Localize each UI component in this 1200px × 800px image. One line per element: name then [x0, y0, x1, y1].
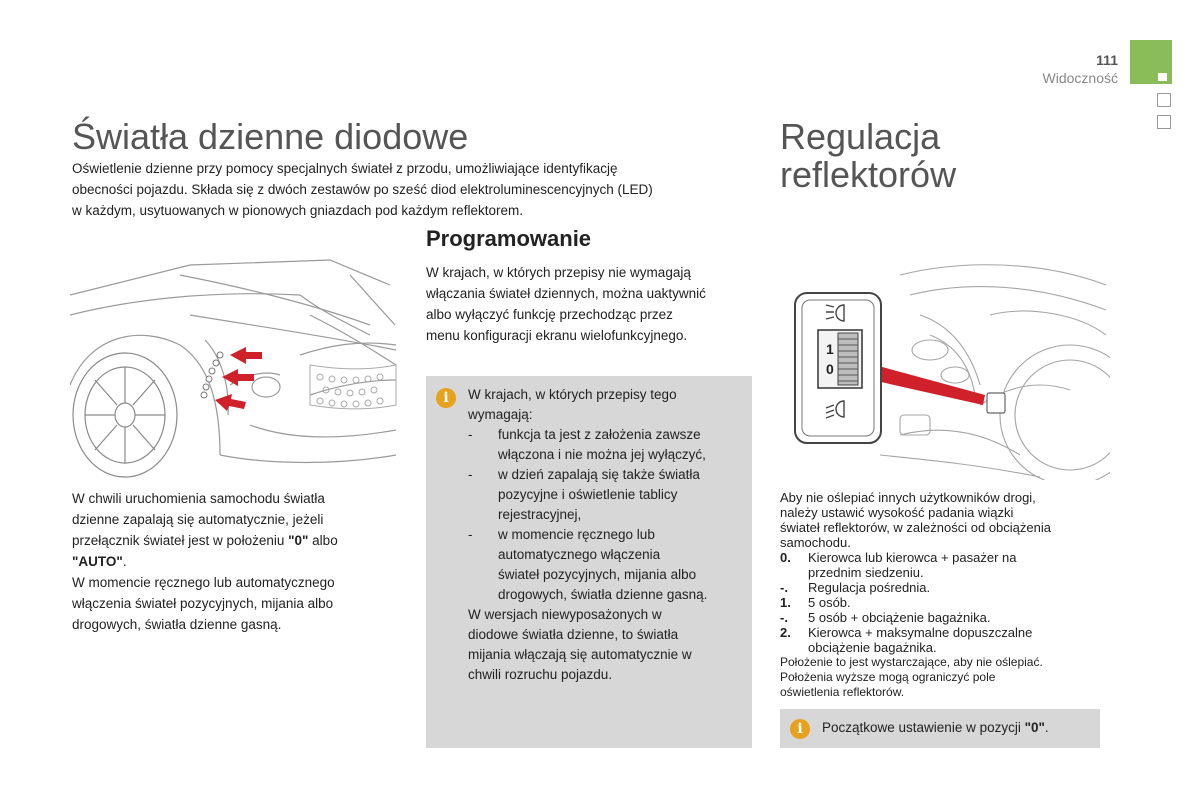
left-body-text: W chwili uruchomienia samochodu światła dzienne zapalają się automatycznie, jeżeli przełącznik świateł jest w położeniu "0" albo "AUTO". W momencie ręcznego lub automatycznego włączenia świateł pozycyjnych, mijania albo drogowych, światła dzienne gasną.: [72, 491, 338, 632]
car-front-illustration: [70, 255, 400, 480]
chapter-tab-active[interactable]: [1130, 40, 1172, 84]
dashboard-illustration: [780, 255, 1110, 480]
chapter-tab[interactable]: [1157, 115, 1171, 129]
list-item: - w dzień zapalają się także światła pozycyjne i oświetlenie tablicy rejestracyjnej,: [468, 467, 700, 522]
info-box: [426, 376, 752, 748]
note-text: Położenie to jest wystarczające, aby nie oślepiać. Położenia wyższe mogą ograniczyć pole oświetlenia reflektorów.: [780, 655, 1043, 699]
list-item: - w momencie ręcznego lub automatycznego włączenia świateł pozycyjnych, mijania albo drogowych, światła dzienne gasną.: [468, 527, 708, 602]
dashboard-drawing: [780, 255, 1110, 480]
info-icon: i: [790, 719, 810, 739]
list-item: -. 5 osób + obciążenie bagażnika.: [780, 610, 991, 625]
section-title-headlamp-adjustment: Regulacja reflektorów: [780, 116, 957, 195]
initial-setting-text: Początkowe ustawienie w pozycji "0".: [822, 720, 1049, 735]
list-item: - funkcja ta jest z założenia zawsze włączona i nie można jej wyłączyć,: [468, 427, 706, 462]
list-item: 2. Kierowca + maksymalne dopuszczalne obciążenie bagażnika.: [780, 625, 1033, 655]
info-box-text: W krajach, w których przepisy tego wymagają: - funkcja ta jest z założenia zawsze włączona i nie można jej wyłączyć, - w dzień zapalają się także światła pozycyjne i oświetlenie tablicy rejestracyjnej, - w momencie ręcznego lub automatycznego włączenia świateł pozycyjnych, mijania albo drogowych, światła dzienne gasną. W wersjach niewyposażonych w diodowe światła dzienne, to światła mijania włączają się automatycznie w chwili rozruchu pojazdu.: [468, 385, 748, 685]
list-item: 0. Kierowca lub kierowca + pasażer na przednim siedzeniu.: [780, 550, 1017, 580]
subsection-title-programming: Programowanie: [426, 226, 592, 251]
headlamp-switch-location: [987, 393, 1005, 413]
section-title-daytime-lights: Światła dzienne diodowe: [72, 116, 469, 157]
wheel-label-1: 1: [826, 341, 834, 357]
list-item: 1. 5 osób.: [780, 595, 851, 610]
info-icon: i: [436, 388, 456, 408]
programming-text: W krajach, w których przepisy nie wymagają włączania świateł dziennych, można uaktywnić albo wyłączyć funkcję przechodząc przez menu konfiguracji ekranu wielofunkcyjnego.: [426, 265, 706, 343]
chapter-tab[interactable]: [1157, 93, 1171, 107]
page-number: 111: [1096, 52, 1118, 68]
info-box-initial-setting: [780, 709, 1100, 748]
car-front-drawing: [70, 255, 400, 480]
wheel-label-0: 0: [826, 361, 834, 377]
headlamp-adjust-text: Aby nie oślepiać innych użytkowników drogi, należy ustawić wysokość padania wiązki świateł reflektorów, w zależności od obciążenia samochodu. 0. Kierowca lub kierowca + pasażer na przednim siedzeniu. -. Regulacja pośrednia. 1. 5 osób. -. 5 osób + obciążenie bagażnika. 2. Kierowca + maksymalne dopuszczalne obciążenie bagażnika. Położenie to jest wystarczające, aby nie oślepiać. Położenia wyższe mogą ograniczyć pole oświetlenia reflektorów.: [780, 490, 1120, 700]
intro-paragraph: Oświetlenie dzienne przy pomocy specjalnych świateł z przodu, umożliwiające identyfikację obecności pojazdu. Składa się z dwóch zestawów po sześć diod elektroluminescencyjnych (LED) w każdym, usytuowanych w pionowych gniazdach pod każdym reflektorem.: [72, 161, 653, 218]
list-item: -. Regulacja pośrednia.: [780, 580, 931, 595]
tab-marker: [1158, 73, 1167, 81]
section-name: Widoczność: [1042, 70, 1118, 86]
